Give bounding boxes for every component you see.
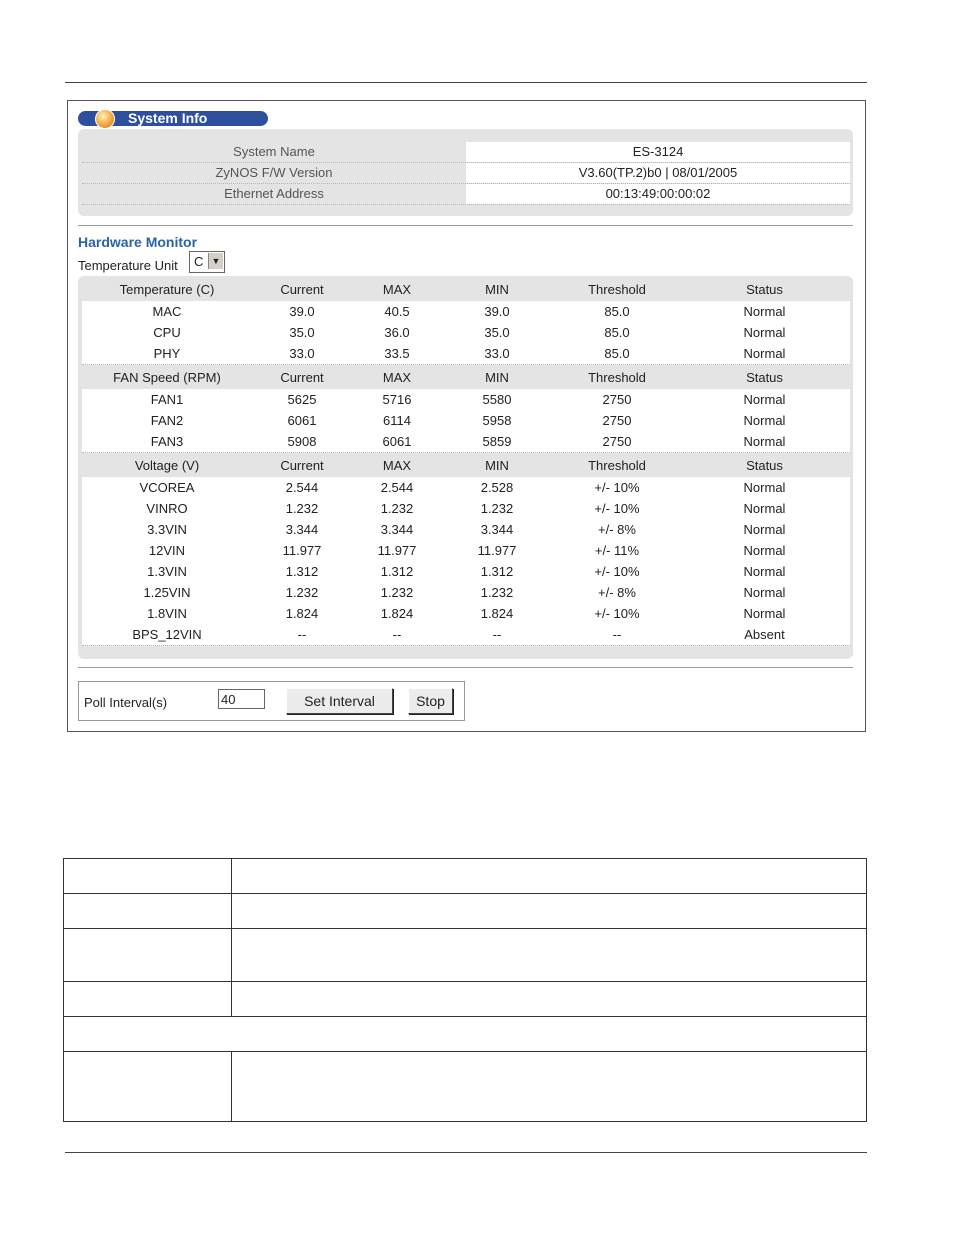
cell: -- [392,627,402,642]
header-cell: Status [746,458,783,473]
poll-interval-label: Poll Interval(s) [84,695,168,710]
cell: 2.528 [480,480,514,495]
table-row [82,582,850,604]
cell: 11.977 [282,543,322,558]
cell: 12VIN [148,543,186,558]
header-cell: Threshold [588,370,646,385]
info-label: System Name [233,144,315,159]
cell: +/- 10% [594,564,640,579]
table-row [64,894,866,929]
cell: 2.544 [380,480,414,495]
header-cell: Current [280,370,324,385]
table-row [64,982,866,1017]
cell: 1.8VIN [147,606,187,621]
cell: +/- 11% [594,543,640,558]
cell: +/- 10% [594,480,640,495]
cell: Normal [743,304,786,319]
cell: 33.5 [384,346,410,361]
cell: 1.232 [480,501,514,516]
cell: 5716 [382,392,412,407]
header-cell: Status [746,370,783,385]
cell: Normal [743,522,786,537]
table-row [82,343,850,365]
cell: Normal [743,543,786,558]
header-cell: Threshold [588,282,646,297]
header-cell: MAX [382,282,412,297]
poll-interval-box [78,681,465,721]
cell: +/- 10% [594,501,640,516]
cell: Normal [743,434,786,449]
table-row [82,498,850,520]
cell: Normal [743,501,786,516]
document-table [63,858,867,1122]
table-cell [64,929,232,981]
cell: 2750 [602,413,632,428]
header-cell: MIN [485,282,509,297]
header-cell: MAX [382,458,412,473]
table-row [64,929,866,982]
cell: 5908 [287,434,317,449]
cell: 1.25VIN [143,585,191,600]
cell: 11.977 [377,543,417,558]
header-cell: Current [280,458,324,473]
chevron-down-icon[interactable]: ▼ [208,253,223,269]
cell: 39.0 [484,304,510,319]
cell: 6061 [382,434,412,449]
table-row [82,322,850,344]
cell: Normal [743,413,786,428]
cell: 33.0 [289,346,315,361]
cell: 33.0 [484,346,510,361]
cell: MAC [152,304,182,319]
cell: 2750 [602,392,632,407]
cell: 1.232 [285,585,319,600]
cell: 40.5 [384,304,410,319]
table-cell [64,982,232,1016]
table-row [64,859,866,894]
table-row [82,477,850,499]
cell: Normal [743,585,786,600]
table-cell [64,894,232,928]
cell: VINRO [146,501,188,516]
table-row [82,624,850,646]
header-cell: MAX [382,370,412,385]
table-row [64,1017,866,1052]
cell: VCOREA [139,480,195,495]
bottom-rule [65,1152,867,1153]
cell: 39.0 [289,304,315,319]
table-row [82,431,850,453]
cell: 6061 [287,413,317,428]
system-info-header [78,111,268,126]
table-row [82,301,850,323]
cell: 35.0 [484,325,510,340]
header-cell: Temperature (C) [119,282,215,297]
stop-button[interactable]: Stop [408,688,453,714]
info-value: 00:13:49:00:00:02 [466,184,850,204]
cell: Normal [743,325,786,340]
voltage-header-row [82,455,850,476]
hardware-monitor-title: Hardware Monitor [78,234,198,250]
header-cell: Current [280,282,324,297]
cell: PHY [153,346,181,361]
cell: 3.344 [380,522,414,537]
temperature-unit-select[interactable] [189,251,225,273]
cell: 1.232 [285,501,319,516]
orb-icon [95,109,115,129]
info-row-fw-version [82,163,850,184]
cell: 35.0 [289,325,315,340]
cell: 1.312 [380,564,414,579]
separator [78,667,853,668]
cell: 3.344 [285,522,319,537]
cell: 1.824 [380,606,414,621]
info-value: ES-3124 [466,142,850,162]
cell: FAN2 [150,413,184,428]
cell: FAN3 [150,434,184,449]
info-value: V3.60(TP.2)b0 | 08/01/2005 [466,163,850,183]
cell: Normal [743,480,786,495]
cell: +/- 10% [594,606,640,621]
table-row [82,389,850,411]
cell: Normal [743,606,786,621]
table-row [64,1052,866,1121]
temperature-header-row [82,279,850,300]
cell: 5625 [287,392,317,407]
cell: Normal [743,392,786,407]
cell: 5859 [482,434,512,449]
info-row-ethernet-address [82,184,850,205]
system-info-panel [67,100,866,732]
cell: 85.0 [604,325,630,340]
system-info-title: System Info [128,110,208,126]
table-row [82,603,850,625]
cell: 5958 [482,413,512,428]
cell: 1.824 [285,606,319,621]
table-cell [64,1052,232,1121]
separator [78,225,853,226]
cell: 2750 [602,434,632,449]
cell: -- [492,627,502,642]
table-row [82,561,850,583]
cell: 1.824 [480,606,514,621]
cell: 2.544 [285,480,319,495]
set-interval-button[interactable]: Set Interval [286,688,393,714]
header-cell: MIN [485,458,509,473]
cell: 1.232 [380,501,414,516]
cell: Normal [743,564,786,579]
poll-interval-input[interactable]: 40 [218,689,265,709]
cell: 85.0 [604,346,630,361]
cell: 5580 [482,392,512,407]
header-cell: Threshold [588,458,646,473]
cell: -- [297,627,307,642]
cell: 1.3VIN [147,564,187,579]
info-row-system-name [82,142,850,163]
table-row [82,540,850,562]
info-label: ZyNOS F/W Version [215,165,333,180]
cell: 1.312 [285,564,319,579]
header-cell: Voltage (V) [134,458,200,473]
cell: 1.232 [480,585,514,600]
cell: -- [612,627,622,642]
fan-header-row [82,367,850,388]
cell: Normal [743,346,786,361]
table-row [82,410,850,432]
cell: 3.344 [480,522,514,537]
cell: 85.0 [604,304,630,319]
cell: BPS_12VIN [132,627,202,642]
info-label: Ethernet Address [224,186,324,201]
cell: +/- 8% [598,585,636,600]
cell: Absent [744,627,785,642]
top-rule [65,82,867,83]
cell: CPU [153,325,181,340]
table-row [82,519,850,541]
cell: 11.977 [477,543,517,558]
cell: 3.3VIN [147,522,187,537]
cell: 1.232 [380,585,414,600]
temperature-unit-value: C [194,254,204,269]
temperature-unit-label: Temperature Unit [78,258,178,273]
cell: +/- 8% [598,522,636,537]
header-cell: MIN [485,370,509,385]
cell: 1.312 [480,564,514,579]
header-cell: FAN Speed (RPM) [113,370,221,385]
cell: 6114 [383,413,411,428]
cell: 36.0 [384,325,410,340]
table-cell [64,859,232,893]
header-cell: Status [746,282,783,297]
cell: FAN1 [150,392,184,407]
